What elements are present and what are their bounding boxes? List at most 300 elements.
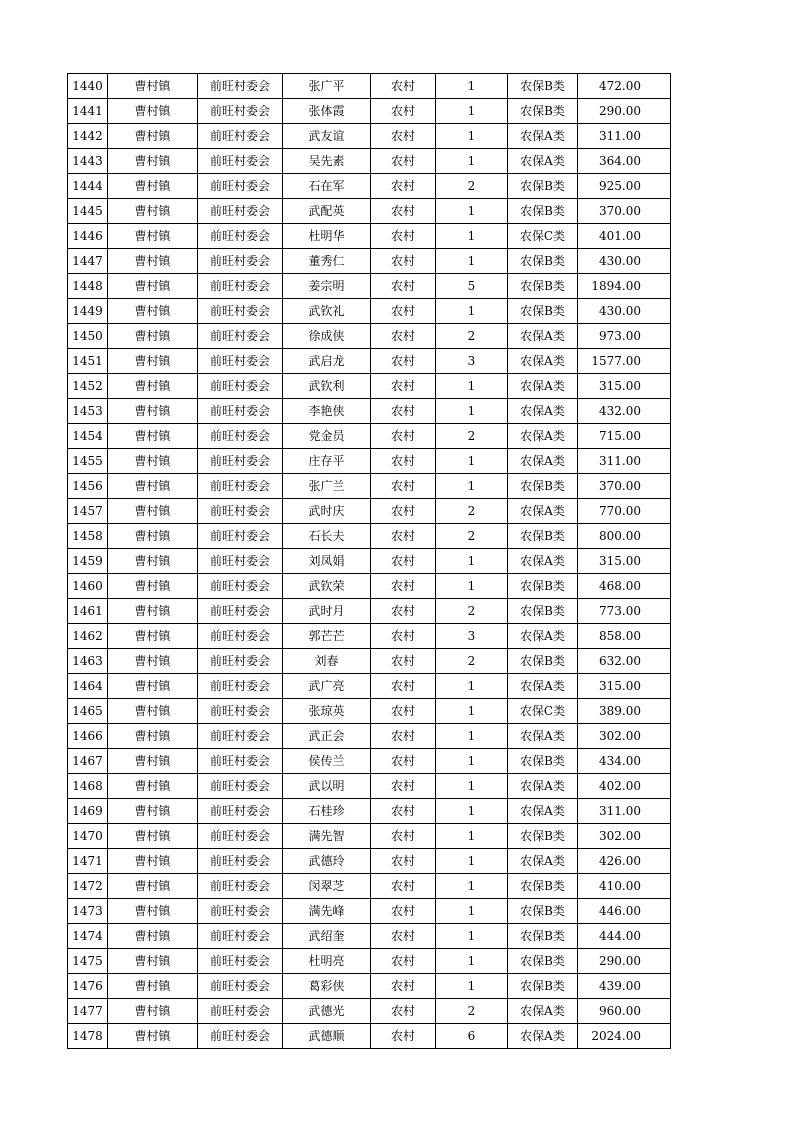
town-cell: 曹村镇 (108, 174, 198, 199)
serial-cell: 1441 (68, 99, 108, 124)
amount-cell: 973.00 (578, 324, 671, 349)
amount-cell: 472.00 (578, 74, 671, 99)
serial-cell: 1464 (68, 674, 108, 699)
serial-cell: 1456 (68, 474, 108, 499)
name-cell: 武广亮 (283, 674, 371, 699)
table-row (68, 949, 671, 974)
table-row (68, 74, 671, 99)
insurance-class-cell: 农保B类 (508, 174, 578, 199)
household-size-cell: 1 (436, 199, 508, 224)
area-type-cell: 农村 (371, 849, 436, 874)
amount-cell: 858.00 (578, 624, 671, 649)
household-size-cell: 1 (436, 299, 508, 324)
amount-cell: 715.00 (578, 424, 671, 449)
village-committee-cell: 前旺村委会 (198, 474, 283, 499)
area-type-cell: 农村 (371, 624, 436, 649)
amount-cell: 446.00 (578, 899, 671, 924)
area-type-cell: 农村 (371, 524, 436, 549)
household-size-cell: 2 (436, 999, 508, 1024)
serial-cell: 1478 (68, 1024, 108, 1049)
area-type-cell: 农村 (371, 249, 436, 274)
serial-cell: 1466 (68, 724, 108, 749)
village-committee-cell: 前旺村委会 (198, 1024, 283, 1049)
amount-cell: 468.00 (578, 574, 671, 599)
name-cell: 武钦荣 (283, 574, 371, 599)
area-type-cell: 农村 (371, 574, 436, 599)
name-cell: 徐成侠 (283, 324, 371, 349)
serial-cell: 1470 (68, 824, 108, 849)
name-cell: 武时月 (283, 599, 371, 624)
serial-cell: 1475 (68, 949, 108, 974)
name-cell: 党金员 (283, 424, 371, 449)
insurance-class-cell: 农保B类 (508, 824, 578, 849)
amount-cell: 302.00 (578, 724, 671, 749)
amount-cell: 370.00 (578, 199, 671, 224)
name-cell: 满先峰 (283, 899, 371, 924)
name-cell: 李艳侠 (283, 399, 371, 424)
insurance-class-cell: 农保A类 (508, 449, 578, 474)
table-row (68, 474, 671, 499)
amount-cell: 960.00 (578, 999, 671, 1024)
area-type-cell: 农村 (371, 824, 436, 849)
name-cell: 武以明 (283, 774, 371, 799)
town-cell: 曹村镇 (108, 899, 198, 924)
area-type-cell: 农村 (371, 199, 436, 224)
area-type-cell: 农村 (371, 1024, 436, 1049)
table-row (68, 99, 671, 124)
table-row (68, 874, 671, 899)
amount-cell: 773.00 (578, 599, 671, 624)
village-committee-cell: 前旺村委会 (198, 549, 283, 574)
village-committee-cell: 前旺村委会 (198, 724, 283, 749)
area-type-cell: 农村 (371, 299, 436, 324)
name-cell: 杜明华 (283, 224, 371, 249)
household-size-cell: 1 (436, 699, 508, 724)
table-row (68, 574, 671, 599)
area-type-cell: 农村 (371, 474, 436, 499)
household-size-cell: 2 (436, 524, 508, 549)
household-size-cell: 1 (436, 824, 508, 849)
village-committee-cell: 前旺村委会 (198, 349, 283, 374)
amount-cell: 800.00 (578, 524, 671, 549)
insurance-class-cell: 农保B类 (508, 949, 578, 974)
town-cell: 曹村镇 (108, 374, 198, 399)
insurance-class-cell: 农保A类 (508, 124, 578, 149)
town-cell: 曹村镇 (108, 574, 198, 599)
insurance-class-cell: 农保B类 (508, 649, 578, 674)
village-committee-cell: 前旺村委会 (198, 449, 283, 474)
household-size-cell: 3 (436, 349, 508, 374)
village-committee-cell: 前旺村委会 (198, 799, 283, 824)
table-row (68, 749, 671, 774)
insurance-class-cell: 农保A类 (508, 624, 578, 649)
area-type-cell: 农村 (371, 124, 436, 149)
name-cell: 董秀仁 (283, 249, 371, 274)
table-row (68, 1024, 671, 1049)
table-row (68, 624, 671, 649)
insurance-class-cell: 农保C类 (508, 699, 578, 724)
amount-cell: 311.00 (578, 124, 671, 149)
insurance-class-cell: 农保B类 (508, 749, 578, 774)
amount-cell: 311.00 (578, 449, 671, 474)
area-type-cell: 农村 (371, 349, 436, 374)
household-size-cell: 6 (436, 1024, 508, 1049)
village-committee-cell: 前旺村委会 (198, 274, 283, 299)
serial-cell: 1469 (68, 799, 108, 824)
name-cell: 吴先素 (283, 149, 371, 174)
table-row (68, 699, 671, 724)
table-row (68, 349, 671, 374)
area-type-cell: 农村 (371, 649, 436, 674)
name-cell: 庄存平 (283, 449, 371, 474)
table-row (68, 124, 671, 149)
table-row (68, 924, 671, 949)
town-cell: 曹村镇 (108, 949, 198, 974)
village-committee-cell: 前旺村委会 (198, 674, 283, 699)
household-size-cell: 3 (436, 624, 508, 649)
name-cell: 武时庆 (283, 499, 371, 524)
area-type-cell: 农村 (371, 874, 436, 899)
name-cell: 刘春 (283, 649, 371, 674)
household-size-cell: 1 (436, 449, 508, 474)
household-size-cell: 1 (436, 74, 508, 99)
town-cell: 曹村镇 (108, 774, 198, 799)
area-type-cell: 农村 (371, 599, 436, 624)
village-committee-cell: 前旺村委会 (198, 174, 283, 199)
town-cell: 曹村镇 (108, 249, 198, 274)
insurance-class-cell: 农保B类 (508, 199, 578, 224)
town-cell: 曹村镇 (108, 499, 198, 524)
town-cell: 曹村镇 (108, 624, 198, 649)
village-committee-cell: 前旺村委会 (198, 624, 283, 649)
table-row (68, 174, 671, 199)
amount-cell: 1577.00 (578, 349, 671, 374)
village-committee-cell: 前旺村委会 (198, 999, 283, 1024)
name-cell: 武友谊 (283, 124, 371, 149)
serial-cell: 1467 (68, 749, 108, 774)
amount-cell: 315.00 (578, 374, 671, 399)
name-cell: 张广平 (283, 74, 371, 99)
village-committee-cell: 前旺村委会 (198, 874, 283, 899)
town-cell: 曹村镇 (108, 449, 198, 474)
insurance-class-cell: 农保A类 (508, 999, 578, 1024)
serial-cell: 1463 (68, 649, 108, 674)
table-row (68, 249, 671, 274)
village-committee-cell: 前旺村委会 (198, 974, 283, 999)
town-cell: 曹村镇 (108, 999, 198, 1024)
name-cell: 武钦礼 (283, 299, 371, 324)
data-table (67, 73, 671, 1049)
table-row (68, 374, 671, 399)
amount-cell: 2024.00 (578, 1024, 671, 1049)
household-size-cell: 2 (436, 649, 508, 674)
serial-cell: 1450 (68, 324, 108, 349)
area-type-cell: 农村 (371, 799, 436, 824)
village-committee-cell: 前旺村委会 (198, 949, 283, 974)
town-cell: 曹村镇 (108, 974, 198, 999)
name-cell: 杜明亮 (283, 949, 371, 974)
table-row (68, 649, 671, 674)
household-size-cell: 1 (436, 799, 508, 824)
amount-cell: 402.00 (578, 774, 671, 799)
area-type-cell: 农村 (371, 924, 436, 949)
household-size-cell: 1 (436, 849, 508, 874)
serial-cell: 1447 (68, 249, 108, 274)
household-size-cell: 1 (436, 674, 508, 699)
serial-cell: 1451 (68, 349, 108, 374)
insurance-class-cell: 农保C类 (508, 224, 578, 249)
serial-cell: 1462 (68, 624, 108, 649)
serial-cell: 1440 (68, 74, 108, 99)
name-cell: 侯传兰 (283, 749, 371, 774)
insurance-class-cell: 农保B类 (508, 574, 578, 599)
name-cell: 张琼英 (283, 699, 371, 724)
serial-cell: 1444 (68, 174, 108, 199)
household-size-cell: 1 (436, 574, 508, 599)
table-row (68, 549, 671, 574)
amount-cell: 925.00 (578, 174, 671, 199)
serial-cell: 1445 (68, 199, 108, 224)
name-cell: 闵翠芝 (283, 874, 371, 899)
area-type-cell: 农村 (371, 424, 436, 449)
amount-cell: 439.00 (578, 974, 671, 999)
village-committee-cell: 前旺村委会 (198, 899, 283, 924)
village-committee-cell: 前旺村委会 (198, 149, 283, 174)
table-row (68, 399, 671, 424)
serial-cell: 1452 (68, 374, 108, 399)
area-type-cell: 农村 (371, 449, 436, 474)
town-cell: 曹村镇 (108, 874, 198, 899)
insurance-class-cell: 农保A类 (508, 374, 578, 399)
serial-cell: 1457 (68, 499, 108, 524)
town-cell: 曹村镇 (108, 124, 198, 149)
table-row (68, 224, 671, 249)
serial-cell: 1472 (68, 874, 108, 899)
table-row (68, 599, 671, 624)
table-row (68, 849, 671, 874)
table-row (68, 424, 671, 449)
table-row (68, 499, 671, 524)
table-row (68, 899, 671, 924)
insurance-class-cell: 农保A类 (508, 349, 578, 374)
serial-cell: 1474 (68, 924, 108, 949)
village-committee-cell: 前旺村委会 (198, 224, 283, 249)
amount-cell: 426.00 (578, 849, 671, 874)
area-type-cell: 农村 (371, 74, 436, 99)
name-cell: 武德玲 (283, 849, 371, 874)
table-row (68, 149, 671, 174)
town-cell: 曹村镇 (108, 324, 198, 349)
serial-cell: 1454 (68, 424, 108, 449)
household-size-cell: 2 (436, 324, 508, 349)
insurance-class-cell: 农保B类 (508, 924, 578, 949)
area-type-cell: 农村 (371, 499, 436, 524)
village-committee-cell: 前旺村委会 (198, 524, 283, 549)
name-cell: 郭芒芒 (283, 624, 371, 649)
name-cell: 葛彩侠 (283, 974, 371, 999)
insurance-class-cell: 农保A类 (508, 1024, 578, 1049)
name-cell: 武正会 (283, 724, 371, 749)
table-row (68, 824, 671, 849)
village-committee-cell: 前旺村委会 (198, 699, 283, 724)
amount-cell: 430.00 (578, 249, 671, 274)
serial-cell: 1443 (68, 149, 108, 174)
area-type-cell: 农村 (371, 399, 436, 424)
household-size-cell: 1 (436, 874, 508, 899)
village-committee-cell: 前旺村委会 (198, 124, 283, 149)
amount-cell: 430.00 (578, 299, 671, 324)
village-committee-cell: 前旺村委会 (198, 824, 283, 849)
name-cell: 姜宗明 (283, 274, 371, 299)
insurance-class-cell: 农保B类 (508, 249, 578, 274)
insurance-class-cell: 农保B类 (508, 474, 578, 499)
area-type-cell: 农村 (371, 974, 436, 999)
town-cell: 曹村镇 (108, 524, 198, 549)
town-cell: 曹村镇 (108, 74, 198, 99)
village-committee-cell: 前旺村委会 (198, 649, 283, 674)
town-cell: 曹村镇 (108, 224, 198, 249)
town-cell: 曹村镇 (108, 799, 198, 824)
area-type-cell: 农村 (371, 149, 436, 174)
insurance-class-cell: 农保A类 (508, 849, 578, 874)
table-row (68, 999, 671, 1024)
name-cell: 武启龙 (283, 349, 371, 374)
household-size-cell: 1 (436, 249, 508, 274)
town-cell: 曹村镇 (108, 199, 198, 224)
insurance-class-cell: 农保A类 (508, 674, 578, 699)
village-committee-cell: 前旺村委会 (198, 299, 283, 324)
household-size-cell: 5 (436, 274, 508, 299)
amount-cell: 290.00 (578, 949, 671, 974)
insurance-class-cell: 农保B类 (508, 74, 578, 99)
village-committee-cell: 前旺村委会 (198, 574, 283, 599)
area-type-cell: 农村 (371, 324, 436, 349)
serial-cell: 1461 (68, 599, 108, 624)
table-body (68, 74, 671, 1049)
area-type-cell: 农村 (371, 699, 436, 724)
village-committee-cell: 前旺村委会 (198, 774, 283, 799)
area-type-cell: 农村 (371, 724, 436, 749)
household-size-cell: 1 (436, 374, 508, 399)
area-type-cell: 农村 (371, 999, 436, 1024)
town-cell: 曹村镇 (108, 1024, 198, 1049)
household-size-cell: 1 (436, 99, 508, 124)
household-size-cell: 1 (436, 724, 508, 749)
name-cell: 武绍奎 (283, 924, 371, 949)
household-size-cell: 2 (436, 499, 508, 524)
insurance-class-cell: 农保B类 (508, 99, 578, 124)
town-cell: 曹村镇 (108, 724, 198, 749)
table-row (68, 774, 671, 799)
serial-cell: 1449 (68, 299, 108, 324)
amount-cell: 370.00 (578, 474, 671, 499)
insurance-class-cell: 农保A类 (508, 399, 578, 424)
insurance-class-cell: 农保A类 (508, 799, 578, 824)
household-size-cell: 1 (436, 749, 508, 774)
village-committee-cell: 前旺村委会 (198, 424, 283, 449)
serial-cell: 1453 (68, 399, 108, 424)
amount-cell: 770.00 (578, 499, 671, 524)
table-row (68, 724, 671, 749)
village-committee-cell: 前旺村委会 (198, 849, 283, 874)
table-row (68, 524, 671, 549)
town-cell: 曹村镇 (108, 149, 198, 174)
name-cell: 满先智 (283, 824, 371, 849)
insurance-class-cell: 农保B类 (508, 524, 578, 549)
town-cell: 曹村镇 (108, 399, 198, 424)
amount-cell: 364.00 (578, 149, 671, 174)
table-row (68, 299, 671, 324)
name-cell: 石长夫 (283, 524, 371, 549)
table-row (68, 674, 671, 699)
name-cell: 张广兰 (283, 474, 371, 499)
area-type-cell: 农村 (371, 174, 436, 199)
serial-cell: 1458 (68, 524, 108, 549)
amount-cell: 434.00 (578, 749, 671, 774)
household-size-cell: 1 (436, 149, 508, 174)
insurance-class-cell: 农保B类 (508, 599, 578, 624)
household-size-cell: 2 (436, 599, 508, 624)
area-type-cell: 农村 (371, 774, 436, 799)
village-committee-cell: 前旺村委会 (198, 199, 283, 224)
name-cell: 石在军 (283, 174, 371, 199)
village-committee-cell: 前旺村委会 (198, 924, 283, 949)
name-cell: 武配英 (283, 199, 371, 224)
village-committee-cell: 前旺村委会 (198, 324, 283, 349)
household-size-cell: 1 (436, 124, 508, 149)
amount-cell: 444.00 (578, 924, 671, 949)
serial-cell: 1446 (68, 224, 108, 249)
town-cell: 曹村镇 (108, 674, 198, 699)
village-committee-cell: 前旺村委会 (198, 499, 283, 524)
serial-cell: 1476 (68, 974, 108, 999)
town-cell: 曹村镇 (108, 349, 198, 374)
name-cell: 武钦利 (283, 374, 371, 399)
serial-cell: 1465 (68, 699, 108, 724)
insurance-class-cell: 农保A类 (508, 724, 578, 749)
serial-cell: 1468 (68, 774, 108, 799)
area-type-cell: 农村 (371, 674, 436, 699)
serial-cell: 1459 (68, 549, 108, 574)
insurance-class-cell: 农保B类 (508, 874, 578, 899)
household-size-cell: 1 (436, 549, 508, 574)
serial-cell: 1471 (68, 849, 108, 874)
insurance-class-cell: 农保B类 (508, 299, 578, 324)
amount-cell: 1894.00 (578, 274, 671, 299)
town-cell: 曹村镇 (108, 549, 198, 574)
village-committee-cell: 前旺村委会 (198, 399, 283, 424)
household-size-cell: 1 (436, 949, 508, 974)
serial-cell: 1455 (68, 449, 108, 474)
village-committee-cell: 前旺村委会 (198, 99, 283, 124)
town-cell: 曹村镇 (108, 649, 198, 674)
insurance-class-cell: 农保A类 (508, 324, 578, 349)
table-row (68, 974, 671, 999)
household-size-cell: 1 (436, 399, 508, 424)
amount-cell: 401.00 (578, 224, 671, 249)
household-size-cell: 1 (436, 474, 508, 499)
household-size-cell: 2 (436, 424, 508, 449)
amount-cell: 389.00 (578, 699, 671, 724)
table-row (68, 199, 671, 224)
serial-cell: 1448 (68, 274, 108, 299)
insurance-class-cell: 农保A类 (508, 774, 578, 799)
amount-cell: 632.00 (578, 649, 671, 674)
insurance-class-cell: 农保A类 (508, 149, 578, 174)
household-size-cell: 1 (436, 924, 508, 949)
serial-cell: 1460 (68, 574, 108, 599)
area-type-cell: 农村 (371, 749, 436, 774)
